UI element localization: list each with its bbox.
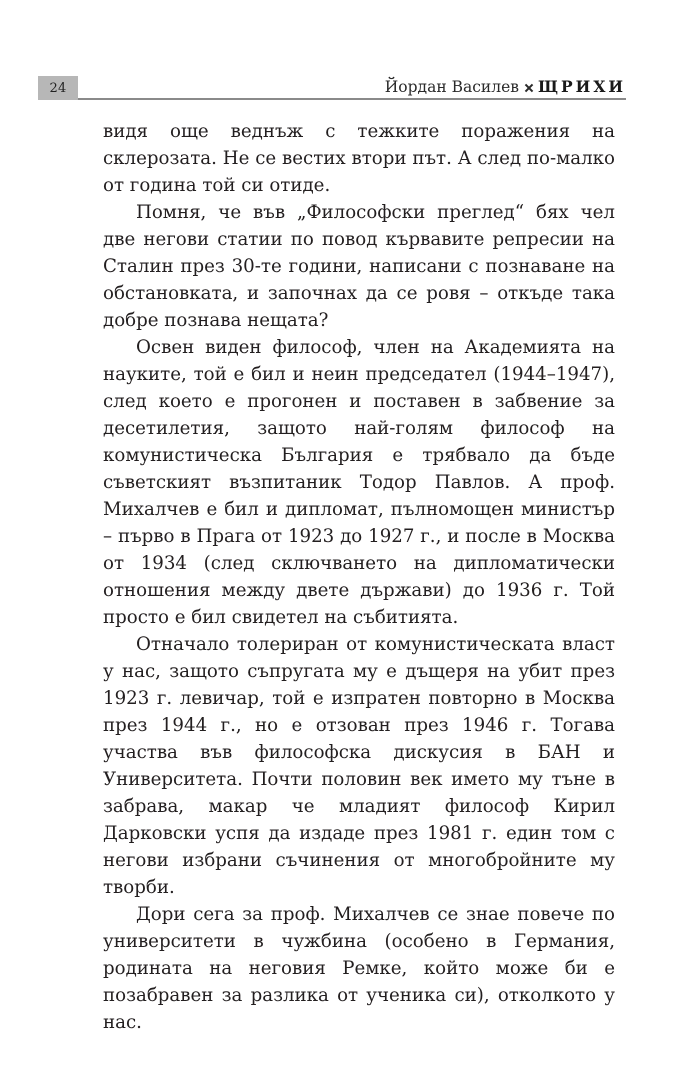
- running-header: [38, 76, 626, 100]
- page-number-box: [38, 76, 78, 100]
- page-number: 24: [49, 80, 67, 96]
- running-head-separator-icon: [525, 84, 533, 92]
- paragraph: Помня, че във „Философски преглед“ бях чел две негови статии по повод кървавите репресии на Сталин през 30-те години, написани с познаване на обстановката, и започнах да се ровя – откъде така добре познава нещата?: [103, 202, 615, 331]
- header-rule: [78, 98, 626, 100]
- body-text: [103, 118, 615, 1036]
- running-head: [385, 78, 626, 96]
- paragraph: Дори сега за проф. Михалчев се знае повече по университети в чужбина (особено в Германия, родината на неговия Ремке, който може би е позабравен за разлика от ученика си), отколкото у нас.: [103, 904, 615, 1033]
- running-head-book-title: ЩРИХИ: [537, 77, 626, 96]
- paragraph-continued: видя още веднъж с тежките поражения на склерозата. Не се вестих втори път. А след по-малко от година той си отиде.: [103, 121, 615, 196]
- paragraph: Освен виден философ, член на Академията на науките, той е бил и неин председател (1944–1947), след което е прогонен и поставен в забвение за десетилетия, защото най-голям философ на комунистическа България е трябвало да бъде съветският възпитаник Тодор Павлов. А проф. Михалчев е бил и дипломат, пълномощен министър – първо в Прага от 1923 до 1927 г., и после в Москва от 1934 (след сключването на дипломатически отношения между двете държави) до 1936 г. Той просто е бил свидетел на събитията.: [103, 337, 615, 628]
- paragraph: Отначало толериран от комунистическата власт у нас, защото съпругата му е дъщеря на убит през 1923 г. левичар, той е изпратен повторно в Москва през 1944 г., но е отзован през 1946 г. Тогава участва във философска дискусия в БАН и Университета. Почти половин век името му тъне в забрава, макар че младият философ Кирил Дарковски успя да издаде през 1981 г. един том с негови избрани съчинения от многобройните му творби.: [103, 634, 615, 898]
- running-head-author: Йордан Василев: [384, 78, 519, 96]
